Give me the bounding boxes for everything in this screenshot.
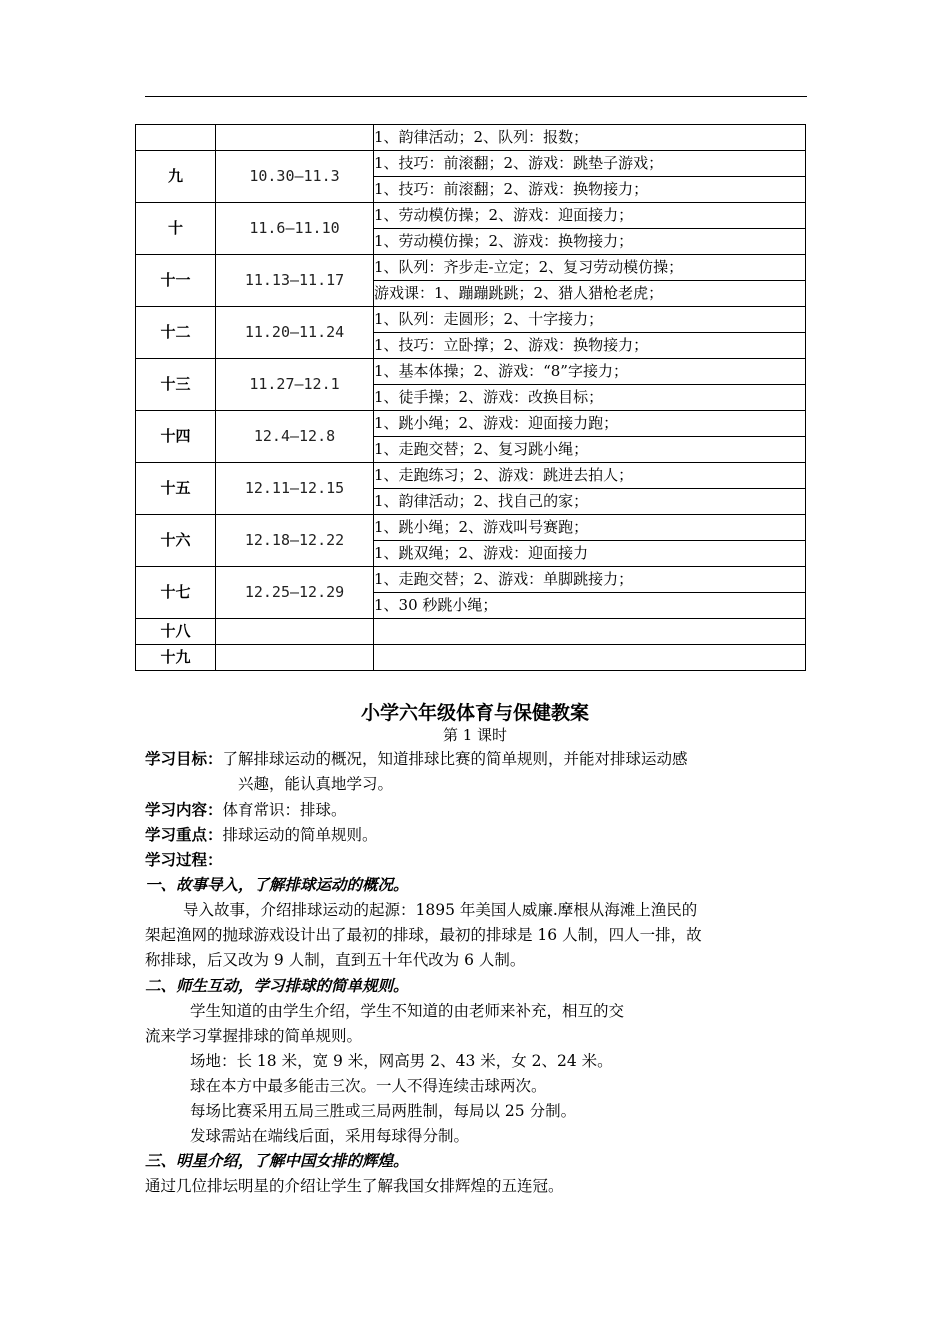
content-cell: 1、走跑交替；2、复习跳小绳； (374, 437, 806, 463)
content-cell: 1、技巧：前滚翻；2、游戏：换物接力； (374, 177, 806, 203)
section1-heading: 一、故事导入，了解排球运动的概况。 (145, 876, 409, 894)
week-cell: 十七 (136, 567, 216, 619)
objective-text-1: 了解排球运动的概况，知道排球比赛的简单规则，并能对排球运动感 (222, 750, 688, 768)
content-cell: 1、走跑练习；2、游戏：跳进去拍人； (374, 463, 806, 489)
objective-label: 学习目标： (145, 750, 223, 768)
date-cell (216, 645, 374, 671)
content-cell: 1、技巧：前滚翻；2、游戏：跳垫子游戏； (374, 151, 806, 177)
content-cell (374, 645, 806, 671)
focus-label: 学习重点： (145, 826, 223, 844)
rule-3: 每场比赛采用五局三胜或三局两胜制，每局以 25 分制。 (190, 1102, 577, 1120)
section3-heading: 三、明星介绍，了解中国女排的辉煌。 (145, 1152, 409, 1170)
objective-line (145, 747, 688, 772)
content-cell: 1、技巧：立卧撑；2、游戏：换物接力； (374, 333, 806, 359)
schedule-table (135, 124, 806, 671)
week-cell (136, 125, 216, 151)
date-cell (216, 619, 374, 645)
content-cell: 1、徒手操；2、游戏：改换目标； (374, 385, 806, 411)
content-cell: 1、队列：走圆形；2、十字接力； (374, 307, 806, 333)
week-cell: 十六 (136, 515, 216, 567)
week-cell: 十二 (136, 307, 216, 359)
section1-p1: 导入故事，介绍排球运动的起源：1895 年美国人威廉.摩根从海滩上渔民的 (183, 901, 698, 919)
content-line (145, 798, 347, 823)
table-row (136, 255, 806, 281)
header-rule (145, 96, 807, 97)
table-row (136, 463, 806, 489)
table-row (136, 619, 806, 645)
week-cell: 十 (136, 203, 216, 255)
rule-4: 发球需站在端线后面，采用每球得分制。 (190, 1127, 470, 1145)
section2-p2: 流来学习掌握排球的简单规则。 (145, 1027, 363, 1045)
rule-1: 场地：长 18 米，宽 9 米，网高男 2、43 米，女 2、24 米。 (190, 1052, 613, 1070)
week-cell: 十五 (136, 463, 216, 515)
content-cell: 1、基本体操；2、游戏：“8”字接力； (374, 359, 806, 385)
content-label: 学习内容： (145, 801, 223, 819)
date-cell: 11.13—11.17 (216, 255, 374, 307)
table-row (136, 307, 806, 333)
week-cell: 十九 (136, 645, 216, 671)
content-cell: 1、跳双绳；2、游戏：迎面接力 (374, 541, 806, 567)
week-cell: 九 (136, 151, 216, 203)
week-cell: 十一 (136, 255, 216, 307)
date-cell: 12.25—12.29 (216, 567, 374, 619)
date-cell: 12.11—12.15 (216, 463, 374, 515)
content-cell: 1、跳小绳；2、游戏：迎面接力跑； (374, 411, 806, 437)
table-row (136, 203, 806, 229)
section2-heading: 二、师生互动，学习排球的简单规则。 (145, 977, 409, 995)
content-cell: 1、队列：齐步走-立定；2、复习劳动模仿操； (374, 255, 806, 281)
date-cell: 12.4—12.8 (216, 411, 374, 463)
content-cell: 游戏课：1、蹦蹦跳跳；2、猎人猎枪老虎； (374, 281, 806, 307)
week-cell: 十八 (136, 619, 216, 645)
section2-p1: 学生知道的由学生介绍，学生不知道的由老师来补充，相互的交 (190, 1002, 625, 1020)
week-cell: 十三 (136, 359, 216, 411)
section1-p3: 称排球，后又改为 9 人制，直到五十年代改为 6 人制。 (145, 951, 526, 969)
table-row (136, 125, 806, 151)
focus-line (145, 823, 378, 848)
process-label: 学习过程： (145, 851, 223, 869)
date-cell: 11.6—11.10 (216, 203, 374, 255)
lesson-title: 小学六年级体育与保健教案 (360, 702, 589, 724)
content-cell: 1、跳小绳；2、游戏叫号赛跑； (374, 515, 806, 541)
content-cell: 1、走跑交替；2、游戏：单脚跳接力； (374, 567, 806, 593)
rule-2: 球在本方中最多能击三次。一人不得连续击球两次。 (190, 1077, 547, 1095)
week-cell: 十四 (136, 411, 216, 463)
date-cell: 11.20—11.24 (216, 307, 374, 359)
date-cell: 10.30—11.3 (216, 151, 374, 203)
date-cell: 11.27—12.1 (216, 359, 374, 411)
content-cell: 1、劳动模仿操；2、游戏：迎面接力； (374, 203, 806, 229)
section3-p1: 通过几位排坛明星的介绍让学生了解我国女排辉煌的五连冠。 (145, 1177, 564, 1195)
date-cell: 12.18—12.22 (216, 515, 374, 567)
table-row (136, 411, 806, 437)
focus-text: 排球运动的简单规则。 (222, 826, 378, 844)
content-cell: 1、韵律活动；2、找自己的家； (374, 489, 806, 515)
content-cell: 1、劳动模仿操；2、游戏：换物接力； (374, 229, 806, 255)
content-cell (374, 619, 806, 645)
table-row (136, 151, 806, 177)
table-row (136, 359, 806, 385)
table-row (136, 567, 806, 593)
content-cell: 1、30 秒跳小绳； (374, 593, 806, 619)
content-cell: 1、韵律活动；2、队列：报数； (374, 125, 806, 151)
date-cell (216, 125, 374, 151)
schedule-body (136, 125, 806, 671)
objective-text-2: 兴趣，能认真地学习。 (238, 775, 394, 793)
lesson-subtitle: 第 1 课时 (442, 726, 508, 744)
table-row (136, 515, 806, 541)
content-text: 体育常识：排球。 (222, 801, 347, 819)
table-row (136, 645, 806, 671)
section1-p2: 架起渔网的抛球游戏设计出了最初的排球，最初的排球是 16 人制，四人一排，故 (145, 926, 702, 944)
